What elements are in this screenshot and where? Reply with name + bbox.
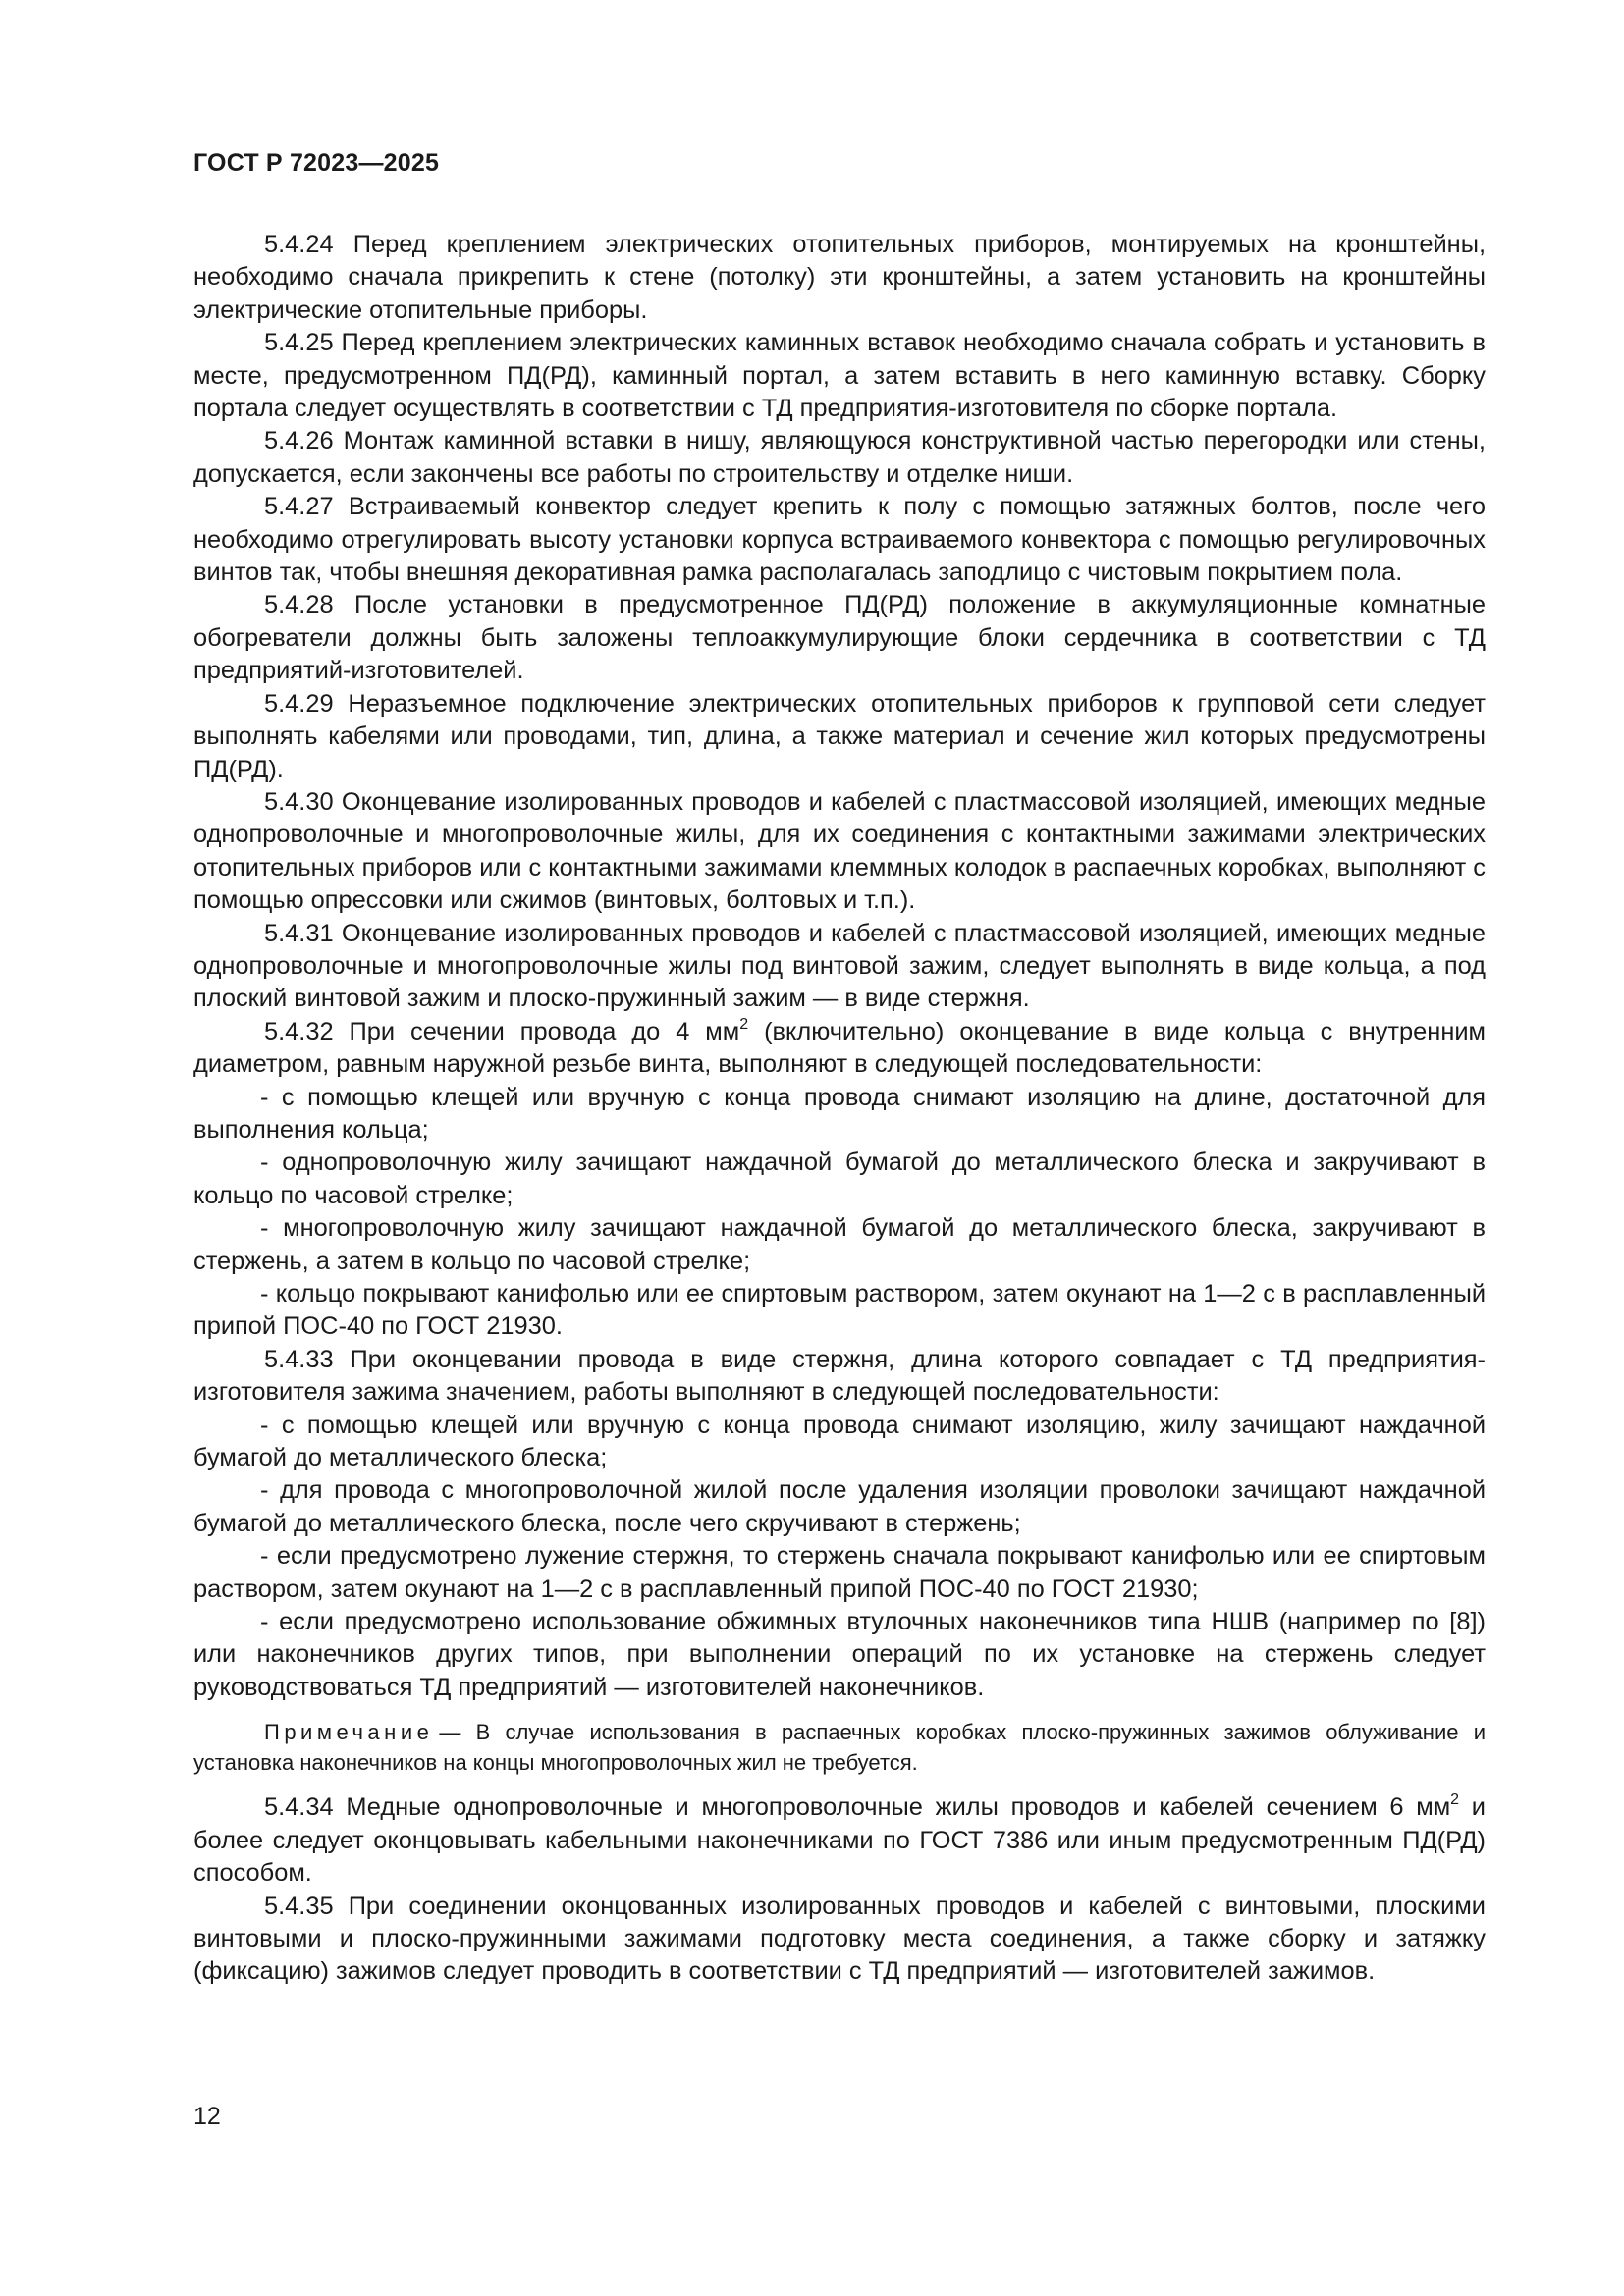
paragraph-text: 5.4.34 Медные однопроволочные и многопроволочные жилы проводов и кабелей сечением 6 мм bbox=[264, 1793, 1451, 1822]
paragraph-5-4-28: 5.4.28 После установки в предусмотренное ПД(РД) положение в аккумуляционные комнатные обогреватели должны быть заложены теплоаккумулирующие блоки сердечника в соответствии с ТД предприятий-изготовителей. bbox=[193, 591, 1486, 685]
superscript: 2 bbox=[1450, 1791, 1460, 1809]
list-item: - если предусмотрено лужение стержня, то стержень сначала покрывают канифолью или ее спиртовым раствором, затем окунают на 1—2 с в расплавленный припой ПОС-40 по ГОСТ 21930; bbox=[193, 1542, 1486, 1603]
list-item: - с помощью клещей или вручную с конца провода снимают изоляцию, жилу зачищают наждачной бумагой до металлического блеска; bbox=[193, 1411, 1486, 1472]
list-item: - однопроволочную жилу зачищают наждачной бумагой до металлического блеска и закручивают в кольцо по часовой стрелке; bbox=[193, 1148, 1486, 1209]
list-item: - кольцо покрывают канифолью или ее спиртовым раствором, затем окунают на 1—2 с в расплавленный припой ПОС-40 по ГОСТ 21930. bbox=[193, 1280, 1486, 1341]
paragraph-5-4-32 bbox=[193, 1016, 1486, 1082]
paragraph-text: 5.4.32 При сечении провода до 4 мм bbox=[264, 1017, 740, 1045]
paragraph-5-4-34 bbox=[193, 1791, 1486, 1890]
page-number: 12 bbox=[193, 2103, 221, 2130]
paragraph-5-4-29: 5.4.29 Неразъемное подключение электрических отопительных приборов к групповой сети следует выполнять кабелями или проводами, тип, длина, а также материал и сечение жил которых предусмотрены ПД(РД). bbox=[193, 689, 1486, 783]
paragraph-5-4-33: 5.4.33 При оконцевании провода в виде стержня, длина которого совпадает с ТД предприятия-изготовителя зажима значением, работы выполняют в следующей последовательности: bbox=[193, 1345, 1486, 1407]
document-code: ГОСТ Р 72023—2025 bbox=[193, 149, 440, 177]
paragraph-5-4-31: 5.4.31 Оконцевание изолированных проводов и кабелей с пластмассовой изоляцией, имеющих медные однопроволочные и многопроволочные жилы под винтовой зажим, следует выполнять в виде кольца, а под плоский винтовой зажим и плоско-пружинный зажим — в виде стержня. bbox=[193, 919, 1486, 1013]
paragraph-5-4-35: 5.4.35 При соединении оконцованных изолированных проводов и кабелей с винтовыми, плоскими винтовыми и плоско-пружинными зажимами подготовку места соединения, а также сборку и затяжку (фиксацию) зажимов следует проводить в соответствии с ТД предприятий — изготовителей зажимов. bbox=[193, 1892, 1486, 1986]
document-body bbox=[193, 229, 1486, 1989]
list-item: - с помощью клещей или вручную с конца провода снимают изоляцию на длине, достаточной для выполнения кольца; bbox=[193, 1083, 1486, 1144]
note bbox=[193, 1717, 1486, 1778]
superscript: 2 bbox=[739, 1015, 749, 1033]
note-text: — В случае использования в распаечных коробках плоско-пружинных зажимов облуживание и установка наконечников на концы многопроволочных жил не требуется. bbox=[193, 1720, 1486, 1776]
paragraph-5-4-26: 5.4.26 Монтаж каминной вставки в нишу, являющуюся конструктивной частью перегородки или стены, допускается, если закончены все работы по строительству и отделке ниши. bbox=[193, 427, 1486, 488]
paragraph-text: и более следует оконцовывать кабельными наконечниками по ГОСТ 7386 или иным предусмотренным ПД(РД) способом. bbox=[193, 1793, 1486, 1888]
list-item: - если предусмотрено использование обжимных втулочных наконечников типа НШВ (например по [8]) или наконечников других типов, при выполнении операций по их установке на стержень следует руководствоваться ТД предприятий — изготовителей наконечников. bbox=[193, 1608, 1486, 1701]
list-item: - для провода с многопроволочной жилой после удаления изоляции проволоки зачищают наждачной бумагой до металлического блеска, после чего скручивают в стержень; bbox=[193, 1476, 1486, 1537]
paragraph-5-4-27: 5.4.27 Встраиваемый конвектор следует крепить к полу с помощью затяжных болтов, после чего необходимо отрегулировать высоту установки корпуса встраиваемого конвектора с помощью регулировочных винтов так, чтобы внешняя декоративная рамка располагалась заподлицо с чистовым покрытием пола. bbox=[193, 493, 1486, 587]
note-label: Примечание bbox=[264, 1720, 434, 1745]
paragraph-5-4-24: 5.4.24 Перед креплением электрических отопительных приборов, монтируемых на кронштейны, необходимо сначала прикрепить к стене (потолку) эти кронштейны, а затем установить на кронштейны электрические отопительные приборы. bbox=[193, 231, 1486, 324]
paragraph-5-4-30: 5.4.30 Оконцевание изолированных проводов и кабелей с пластмассовой изоляцией, имеющих медные однопроволочные и многопроволочные жилы, для их соединения с контактными зажимами электрических отопительных приборов или с контактными зажимами клеммных колодок в распаечных коробках, выполняют с помощью опрессовки или сжимов (винтовых, болтовых и т.п.). bbox=[193, 787, 1486, 915]
paragraph-text: (включительно) оконцевание в виде кольца с внутренним диаметром, равным наружной резьбе винта, выполняют в следующей последовательности: bbox=[193, 1017, 1486, 1079]
paragraph-5-4-25: 5.4.25 Перед креплением электрических каминных вставок необходимо сначала собрать и установить в месте, предусмотренном ПД(РД), каминный портал, а затем вставить в него каминную вставку. Сборку портала следует осуществлять в соответствии с ТД предприятия-изготовителя по сборке портала. bbox=[193, 329, 1486, 423]
list-item: - многопроволочную жилу зачищают наждачной бумагой до металлического блеска, закручивают в стержень, а затем в кольцо по часовой стрелке; bbox=[193, 1214, 1486, 1275]
